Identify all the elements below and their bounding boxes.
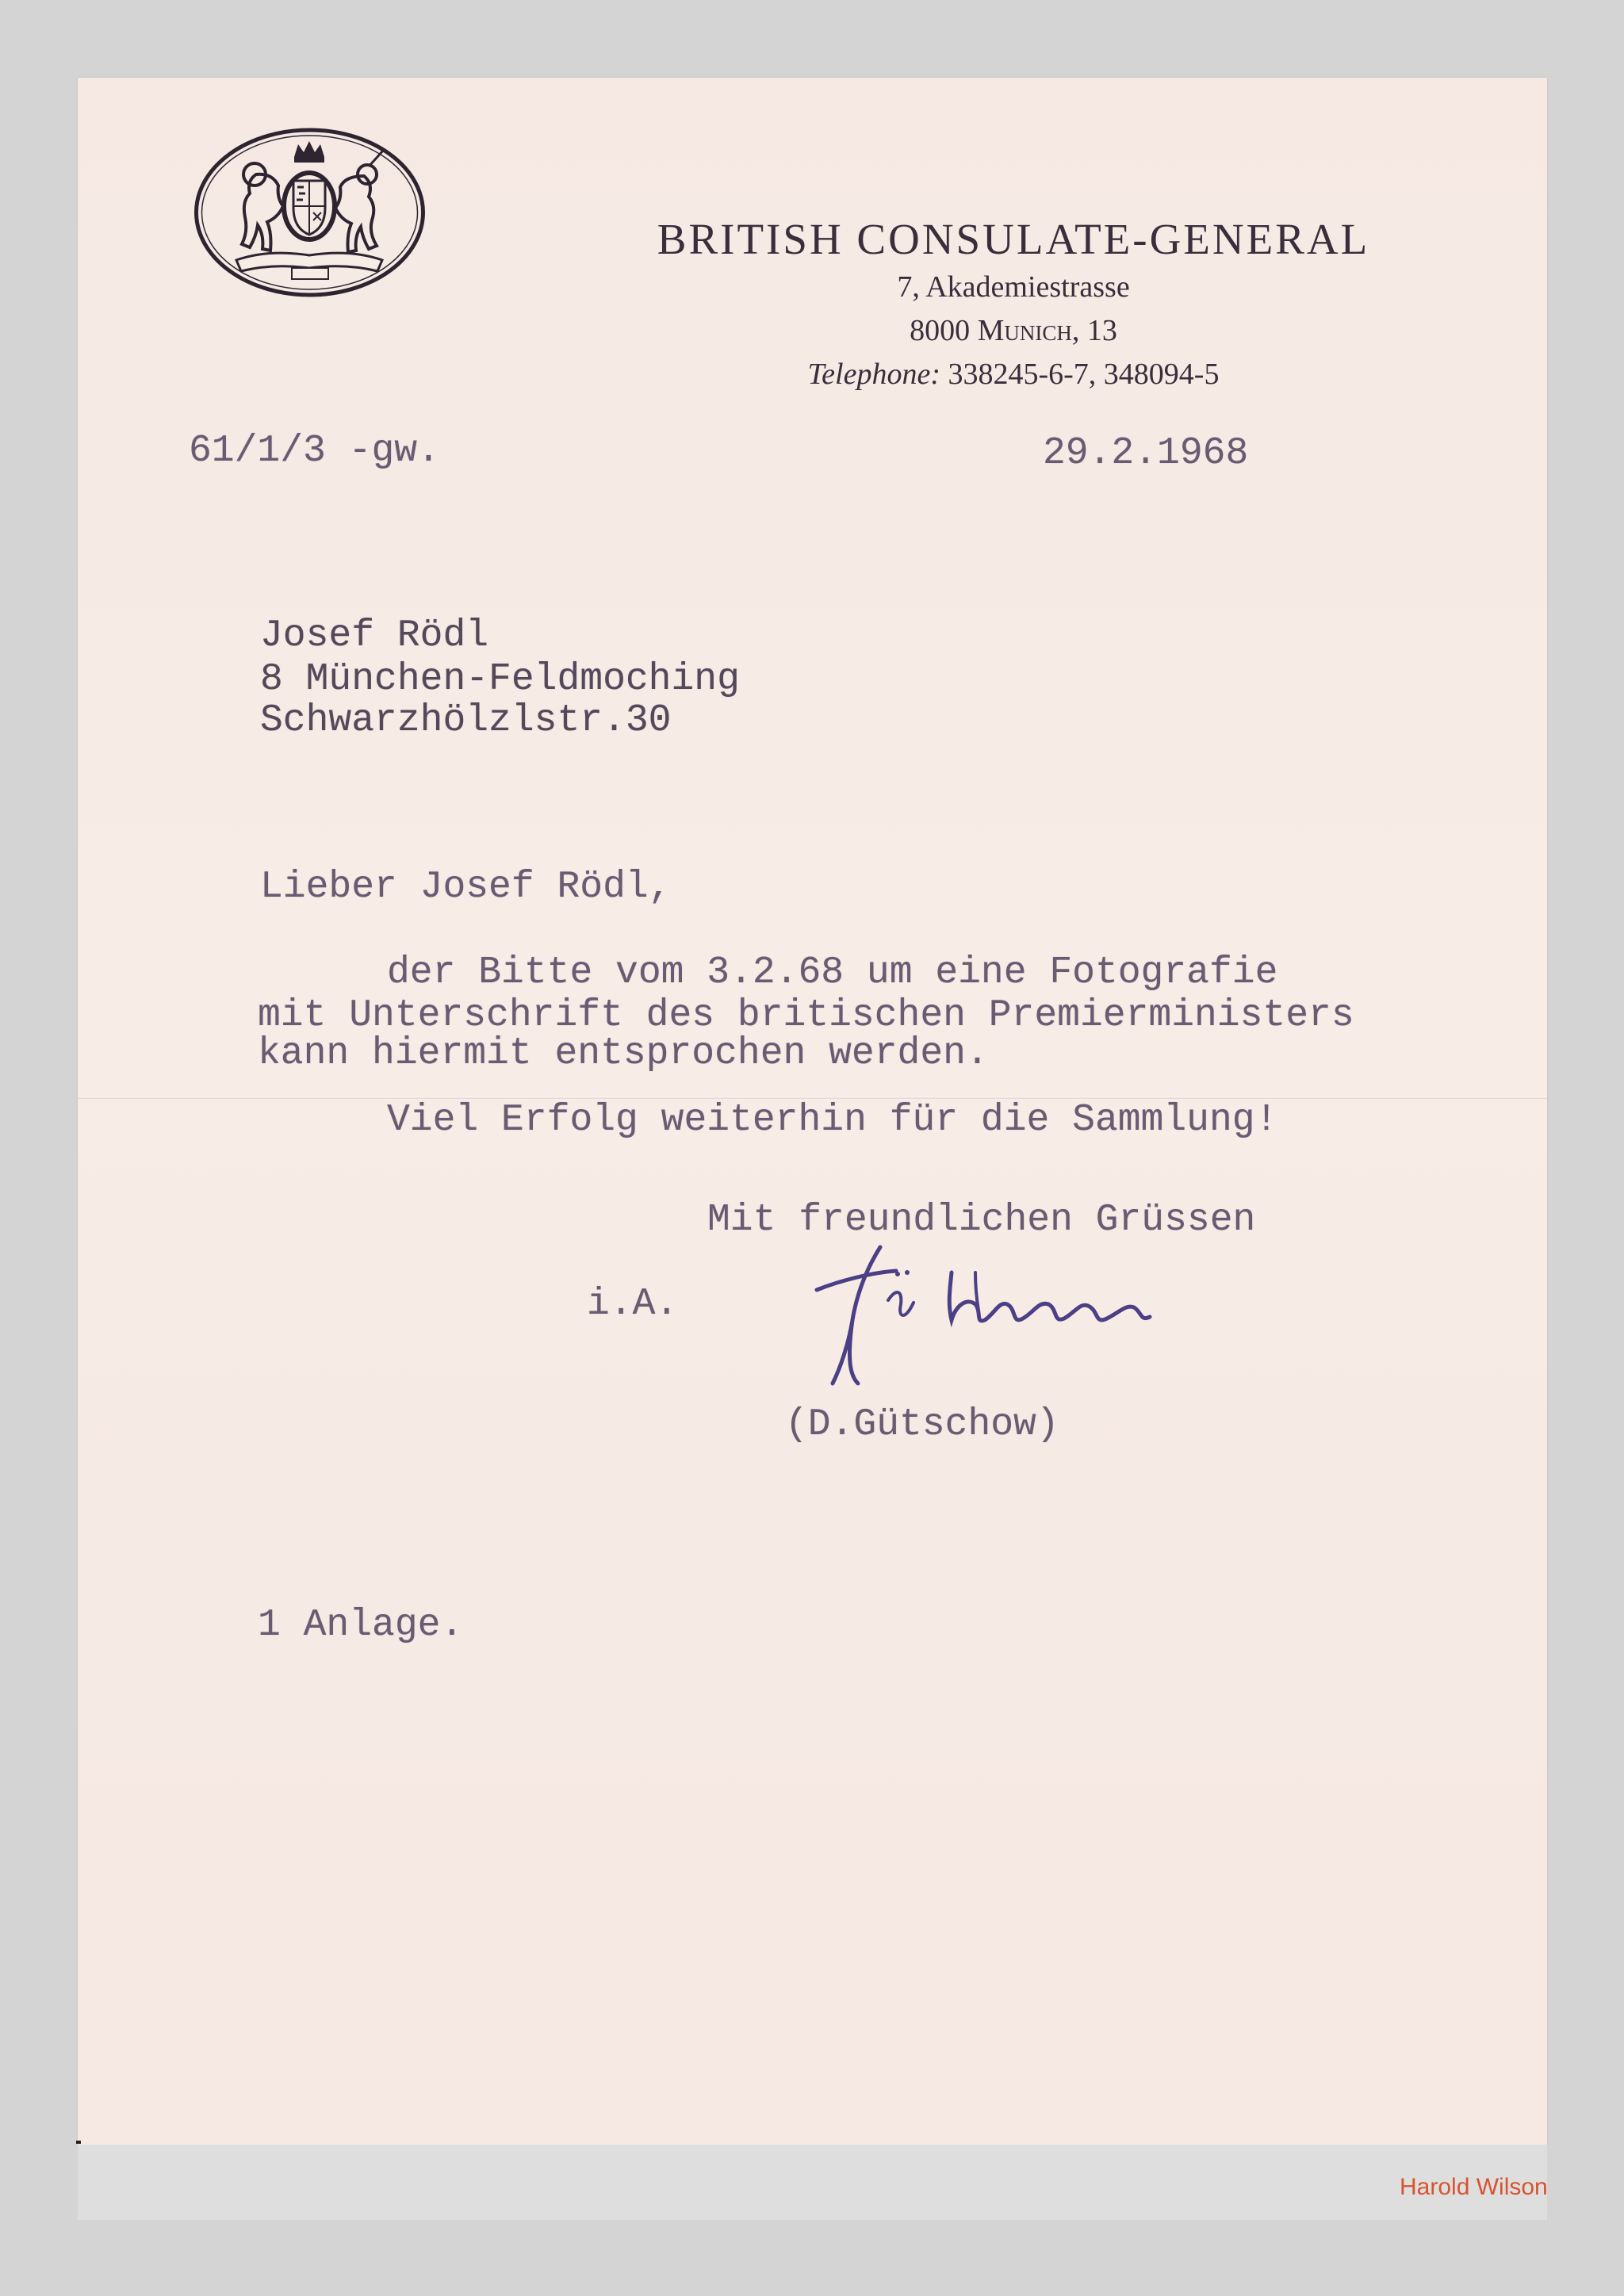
telephone-numbers: 338245-6-7, 348094-5 — [948, 358, 1220, 391]
on-behalf-mark: i.A. — [587, 1283, 679, 1326]
consulate-telephone — [569, 357, 1457, 392]
body-line-2: mit Unterschrift des britischen Premierministers — [258, 994, 1354, 1037]
enclosure-note: 1 Anlage. — [258, 1604, 464, 1647]
consulate-title: BRITISH CONSULATE-GENERAL — [657, 215, 1370, 263]
telephone-label: Telephone: — [807, 358, 940, 391]
good-wishes-line: Viel Erfolg weiterhin für die Sammlung! — [387, 1099, 1278, 1142]
royal-coat-of-arms-icon — [193, 127, 427, 298]
salutation: Lieber Josef Rödl, — [260, 866, 672, 909]
image-caption: Harold Wilson — [1400, 2174, 1548, 2200]
letter-date: 29.2.1968 — [1043, 432, 1249, 475]
consulate-street: 7, Akademiestrasse — [897, 270, 1130, 304]
recipient-city: 8 München-Feldmoching — [260, 658, 740, 701]
body-line-3: kann hiermit entsprochen werden. — [258, 1032, 989, 1075]
closing-phrase: Mit freundlichen Grüssen — [707, 1199, 1256, 1242]
handwritten-signature — [809, 1225, 1221, 1407]
consulate-city: 8000 Munich, 13 — [910, 314, 1117, 347]
body-line-1: der Bitte vom 3.2.68 um eine Fotografie — [387, 951, 1278, 994]
bottom-margin-strip — [78, 2145, 1547, 2220]
signatory-name: (D.Gütschow) — [785, 1403, 1059, 1446]
recipient-name: Josef Rödl — [260, 614, 489, 657]
reference-number: 61/1/3 -gw. — [189, 430, 440, 473]
recipient-street: Schwarzhölzlstr.30 — [260, 699, 672, 742]
edge-mark — [76, 2141, 81, 2144]
